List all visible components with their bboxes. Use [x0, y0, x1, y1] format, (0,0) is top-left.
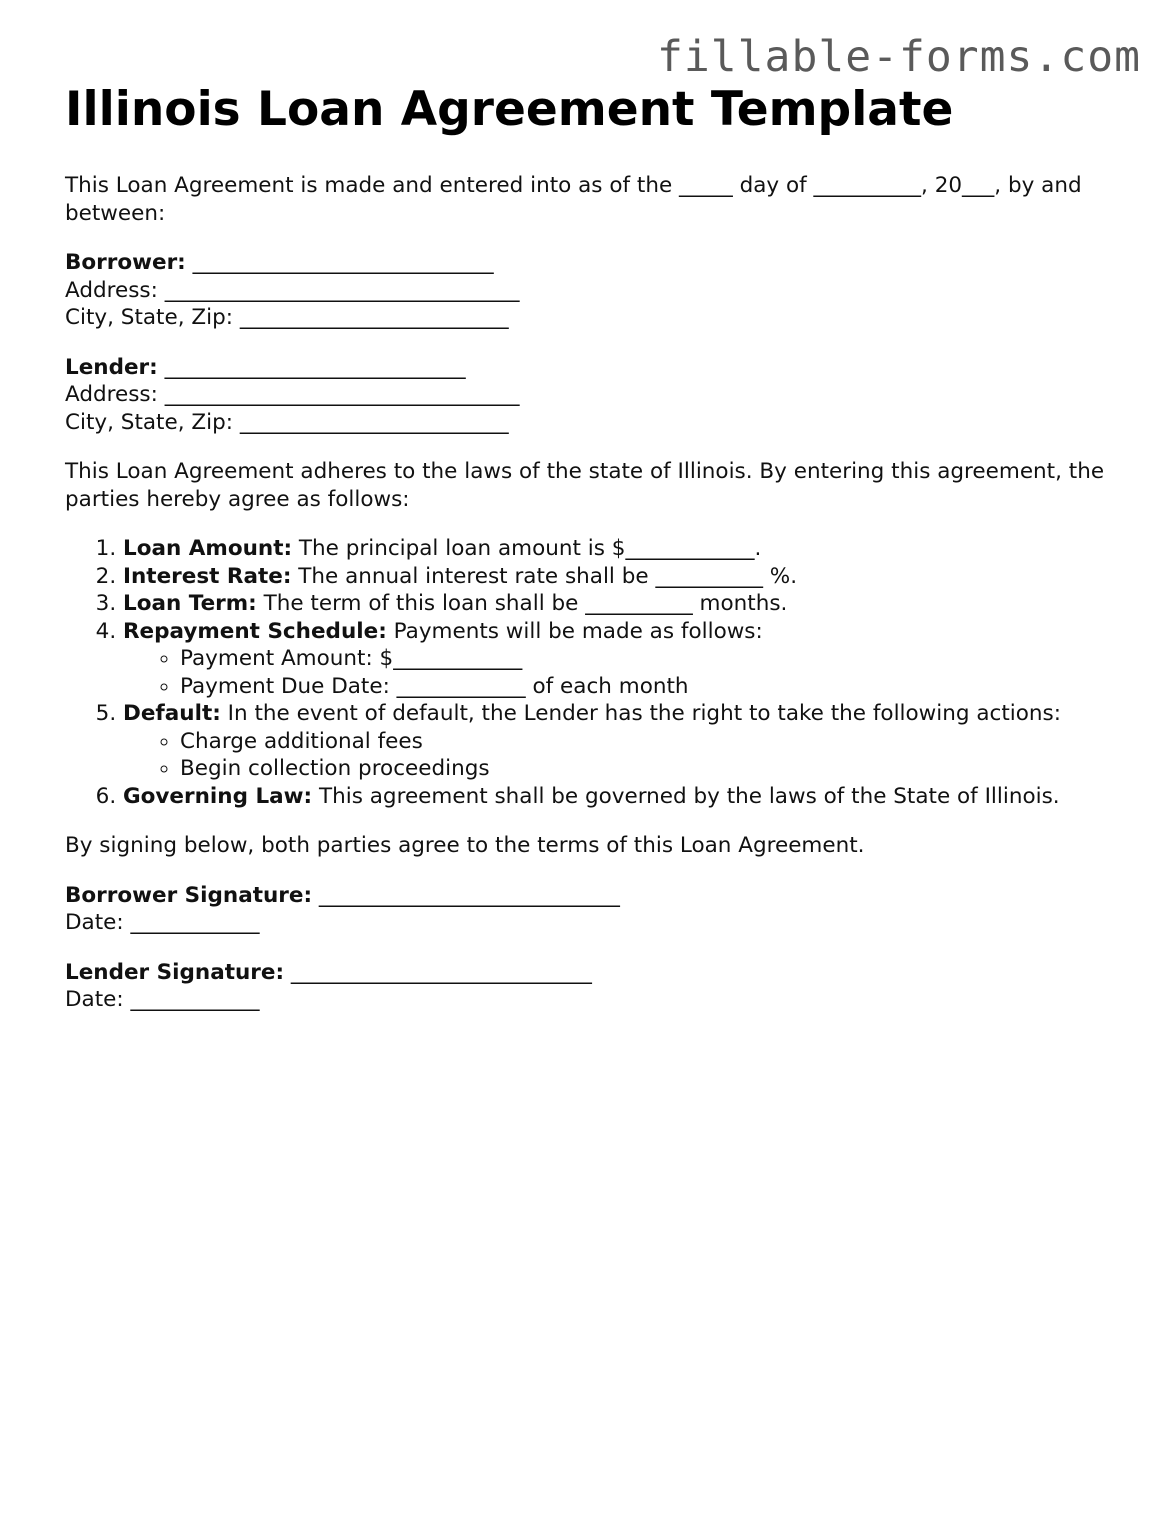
repayment-sublist [123, 645, 1125, 700]
borrower-signature-block [65, 882, 1125, 937]
term-label: Interest Rate: [123, 563, 292, 589]
page-title: Illinois Loan Agreement Template [65, 82, 954, 137]
term-text: This agreement shall be governed by the laws of the State of Illinois. [312, 783, 1060, 809]
borrower-signature-label: Borrower Signature: [65, 882, 313, 908]
term-governing-law [123, 783, 1125, 811]
term-repayment-schedule [123, 618, 1125, 701]
lender-name-field[interactable]: ____________________________ [157, 354, 466, 380]
term-default [123, 700, 1125, 783]
lender-city-field[interactable]: City, State, Zip: _________________________ [65, 409, 509, 435]
lender-signature-line [65, 959, 1125, 987]
borrower-name-line [65, 249, 1125, 277]
term-text: The principal loan amount is $____________. [292, 536, 762, 561]
intro-paragraph: This Loan Agreement is made and entered into as of the _____ day of __________, 20___, by and between: [65, 173, 1082, 226]
list-item: ◦ Payment Due Date: ____________ of each month [180, 673, 1125, 701]
lender-address-field[interactable]: Address: _________________________________ [65, 382, 520, 407]
watermark: fillable-forms.com [657, 32, 1141, 82]
lender-signature-label: Lender Signature: [65, 959, 285, 985]
list-item: ◦ Begin collection proceedings [180, 755, 1125, 783]
term-label: Loan Amount: [123, 536, 293, 561]
list-item: ◦ Charge additional fees [180, 728, 1125, 756]
term-loan-amount [123, 535, 1125, 563]
borrower-label: Borrower: [65, 250, 186, 275]
lender-label: Lender: [65, 354, 158, 380]
list-item: ◦ Payment Amount: $____________ [180, 645, 1125, 673]
term-label: Loan Term: [123, 591, 257, 616]
adherence-paragraph: This Loan Agreement adheres to the laws of the state of Illinois. By entering this agreement, the parties hereby agree as follows: [65, 459, 1105, 512]
lender-signature-field[interactable]: ____________________________ [284, 959, 592, 985]
borrower-name-field[interactable]: ____________________________ [185, 250, 494, 275]
term-label: Repayment Schedule: [123, 618, 387, 644]
document-page [65, 82, 1125, 1036]
borrower-block [65, 249, 1125, 332]
lender-date-field[interactable]: Date: ____________ [65, 987, 260, 1012]
term-label: Default: [123, 701, 221, 726]
term-label: Governing Law: [123, 783, 313, 809]
lender-signature-block [65, 959, 1125, 1014]
signing-statement: By signing below, both parties agree to the terms of this Loan Agreement. [65, 833, 865, 858]
borrower-address-field[interactable]: Address: _________________________________ [65, 277, 520, 303]
term-text: The annual interest rate shall be __________ %. [291, 563, 798, 589]
term-loan-term [123, 590, 1125, 618]
borrower-signature-field[interactable]: ____________________________ [312, 882, 620, 908]
lender-block [65, 354, 1125, 437]
borrower-signature-line [65, 882, 1125, 910]
term-text: Payments will be made as follows: [386, 618, 763, 644]
term-text: The term of this loan shall be __________ months. [256, 591, 788, 616]
default-sublist [123, 728, 1125, 783]
term-text: In the event of default, the Lender has the right to take the following actions: [220, 701, 1061, 726]
borrower-date-field[interactable]: Date: ____________ [65, 910, 260, 935]
terms-list [65, 535, 1125, 810]
borrower-city-field[interactable]: City, State, Zip: _________________________ [65, 305, 509, 330]
term-interest-rate [123, 563, 1125, 591]
lender-name-line [65, 354, 1125, 382]
